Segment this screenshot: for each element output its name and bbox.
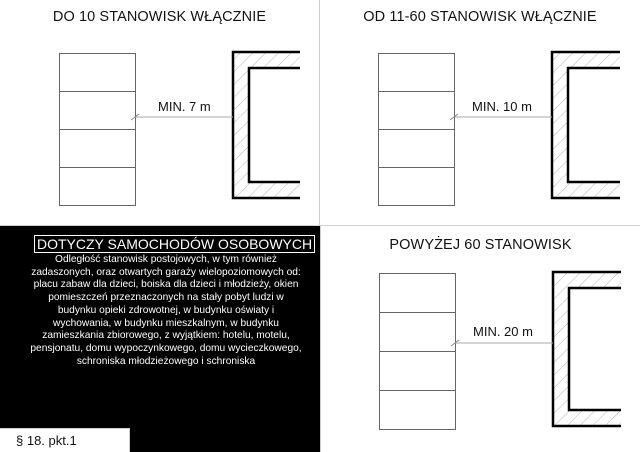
panel-title: OD 11-60 STANOWISK WŁĄCZNIE — [363, 9, 597, 25]
note-body: Odległość stanowisk postojowych, w tym również zadaszonych, oraz otwartych garaży wielopoziomowych od: placu zabaw dla dzieci, boiska dla dzieci i młodzieży, okien pomieszczeń przeznaczonych na stały pobyt ludzi w budynku opieki zdrowotnej, w budynku oświaty i wychowania, w budynku mieszkalnym, w budynku zamieszkania zbiorowego, z wyjątkiem: hotelu, motelu, pensjonatu, domu wypoczynkowego, domu wycieczkowego, schroniska młodzieżowego i schroniska — [30, 254, 302, 367]
panel-above-60 — [320, 226, 640, 452]
distance-label: MIN. 20 m — [473, 324, 533, 339]
panel-title: DO 10 STANOWISK WŁĄCZNIE — [52, 9, 267, 25]
note-heading: DOTYCZY SAMOCHODÓW OSOBOWYCH — [34, 235, 315, 253]
parking-diagram — [321, 226, 640, 452]
parking-spaces — [379, 54, 455, 206]
panel-title: POWYŻEJ 60 STANOWISK — [389, 237, 572, 253]
building-wall — [553, 272, 621, 426]
panel-cars-note — [0, 226, 320, 452]
panel-up-to-10 — [0, 0, 320, 226]
section-reference: § 18. pkt.1 — [0, 428, 130, 452]
building-wall — [552, 52, 620, 198]
panel-11-to-60 — [320, 0, 640, 226]
distance-label: MIN. 10 m — [472, 99, 532, 114]
building-wall — [233, 52, 300, 198]
distance-label: MIN. 7 m — [158, 99, 211, 114]
parking-spaces — [380, 274, 456, 430]
parking-spaces — [60, 54, 136, 206]
